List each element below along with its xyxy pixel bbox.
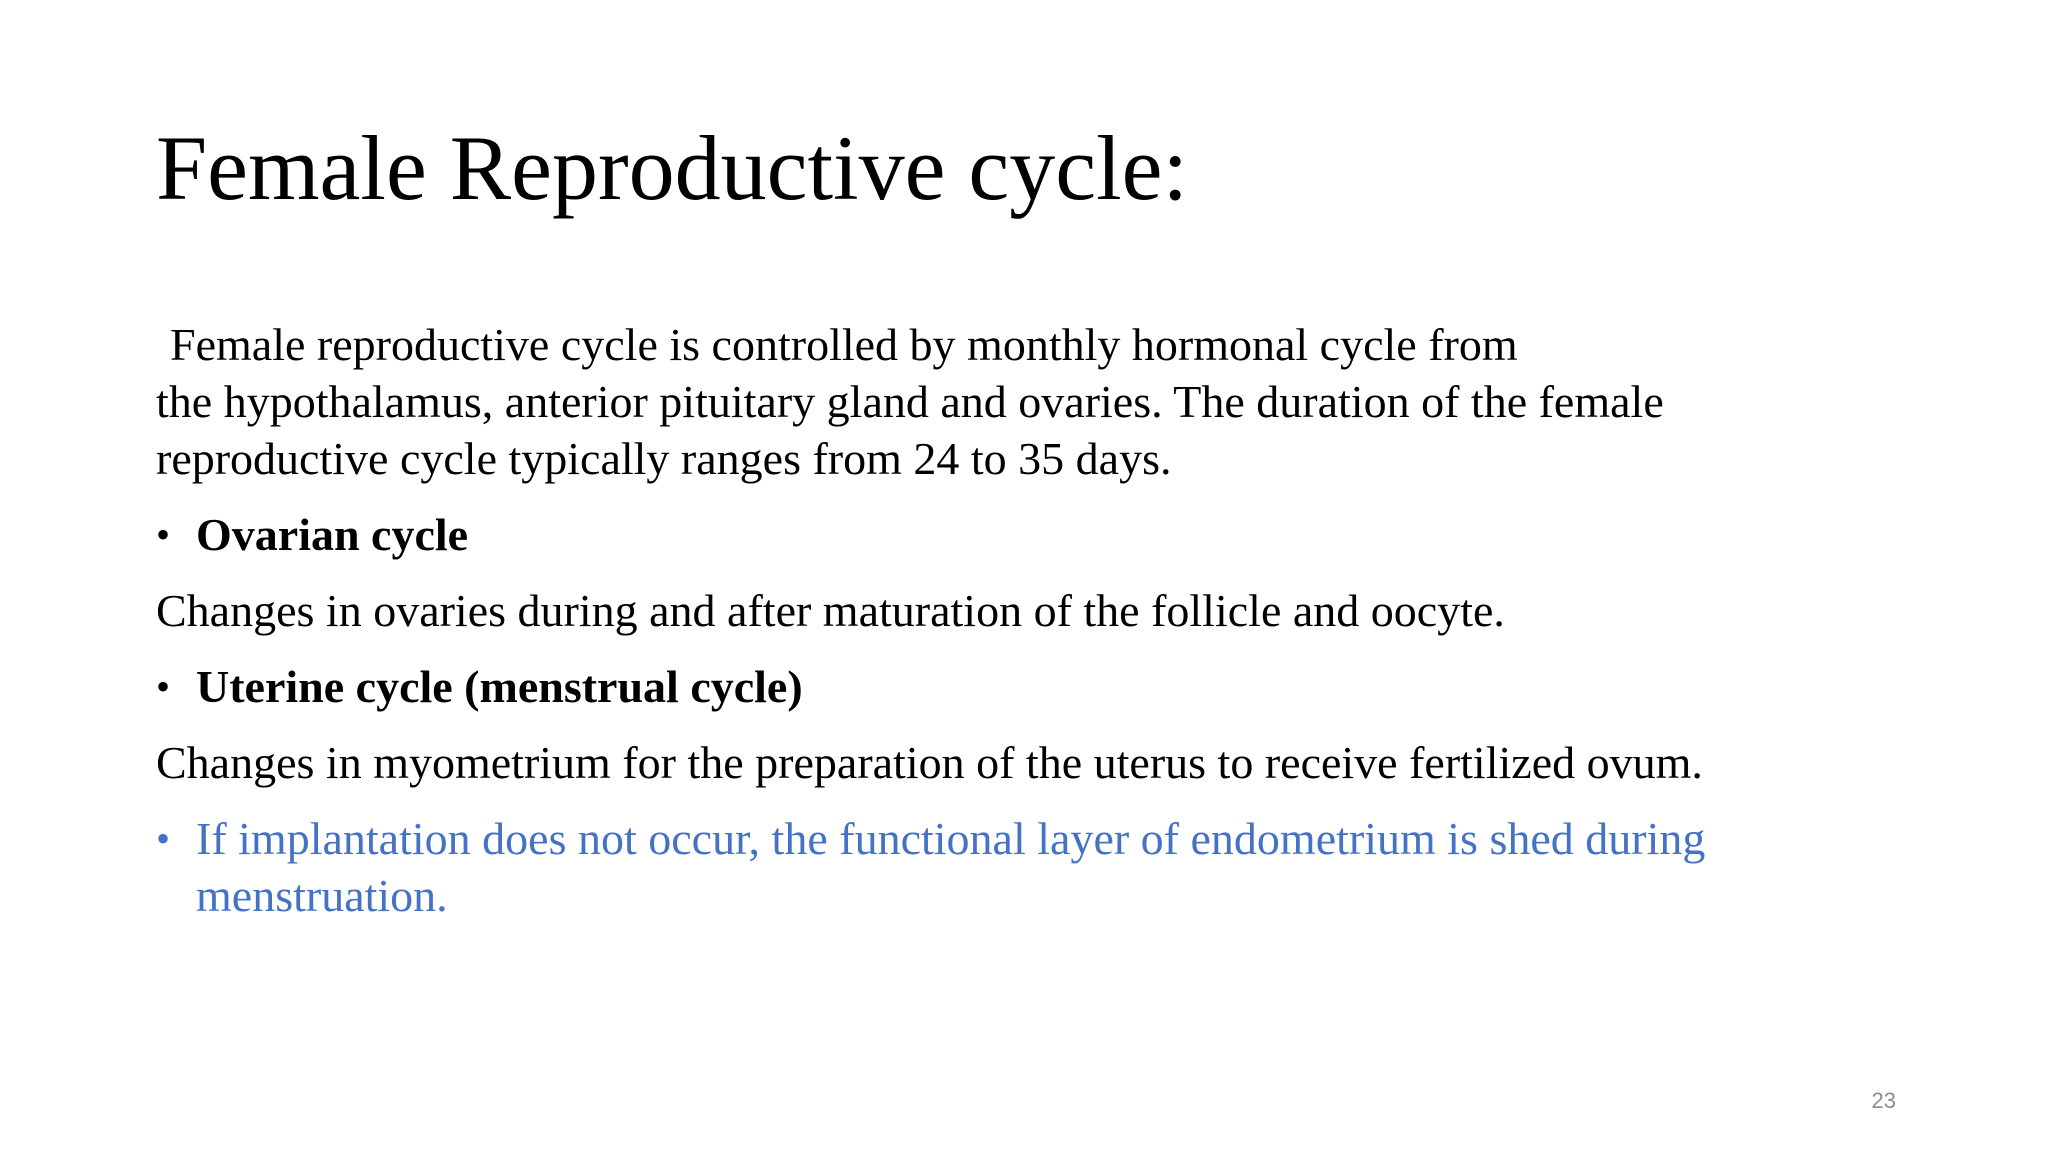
slide-body bbox=[156, 316, 1916, 924]
intro-line-2: the hypothalamus, anterior pituitary gland and ovaries. The duration of the female bbox=[156, 376, 1664, 427]
uterine-cycle-heading: Uterine cycle (menstrual cycle) bbox=[196, 661, 803, 712]
bullet-implantation-note bbox=[156, 810, 1916, 924]
uterine-cycle-description: Changes in myometrium for the preparation of the uterus to receive fertilized ovum. bbox=[156, 737, 1703, 788]
ovarian-cycle-description: Changes in ovaries during and after maturation of the follicle and oocyte. bbox=[156, 585, 1505, 636]
bullet-marker: • bbox=[156, 816, 171, 861]
bullet-marker: • bbox=[156, 664, 171, 709]
slide-title: Female Reproductive cycle: bbox=[156, 117, 1189, 219]
ovarian-cycle-heading: Ovarian cycle bbox=[196, 509, 469, 560]
intro-line-1: Female reproductive cycle is controlled by monthly hormonal cycle from bbox=[170, 319, 1518, 370]
page-number: 23 bbox=[1871, 1088, 1896, 1113]
bullet-ovarian-cycle bbox=[156, 506, 1916, 563]
implantation-note-text: If implantation does not occur, the functional layer of endometrium is shed during menstruation. bbox=[196, 813, 1706, 921]
bullet-marker: • bbox=[156, 512, 171, 557]
intro-line-3: reproductive cycle typically ranges from 24 to 35 days. bbox=[156, 433, 1172, 484]
bullet-uterine-cycle bbox=[156, 658, 1916, 715]
intro-paragraph bbox=[156, 316, 1916, 487]
